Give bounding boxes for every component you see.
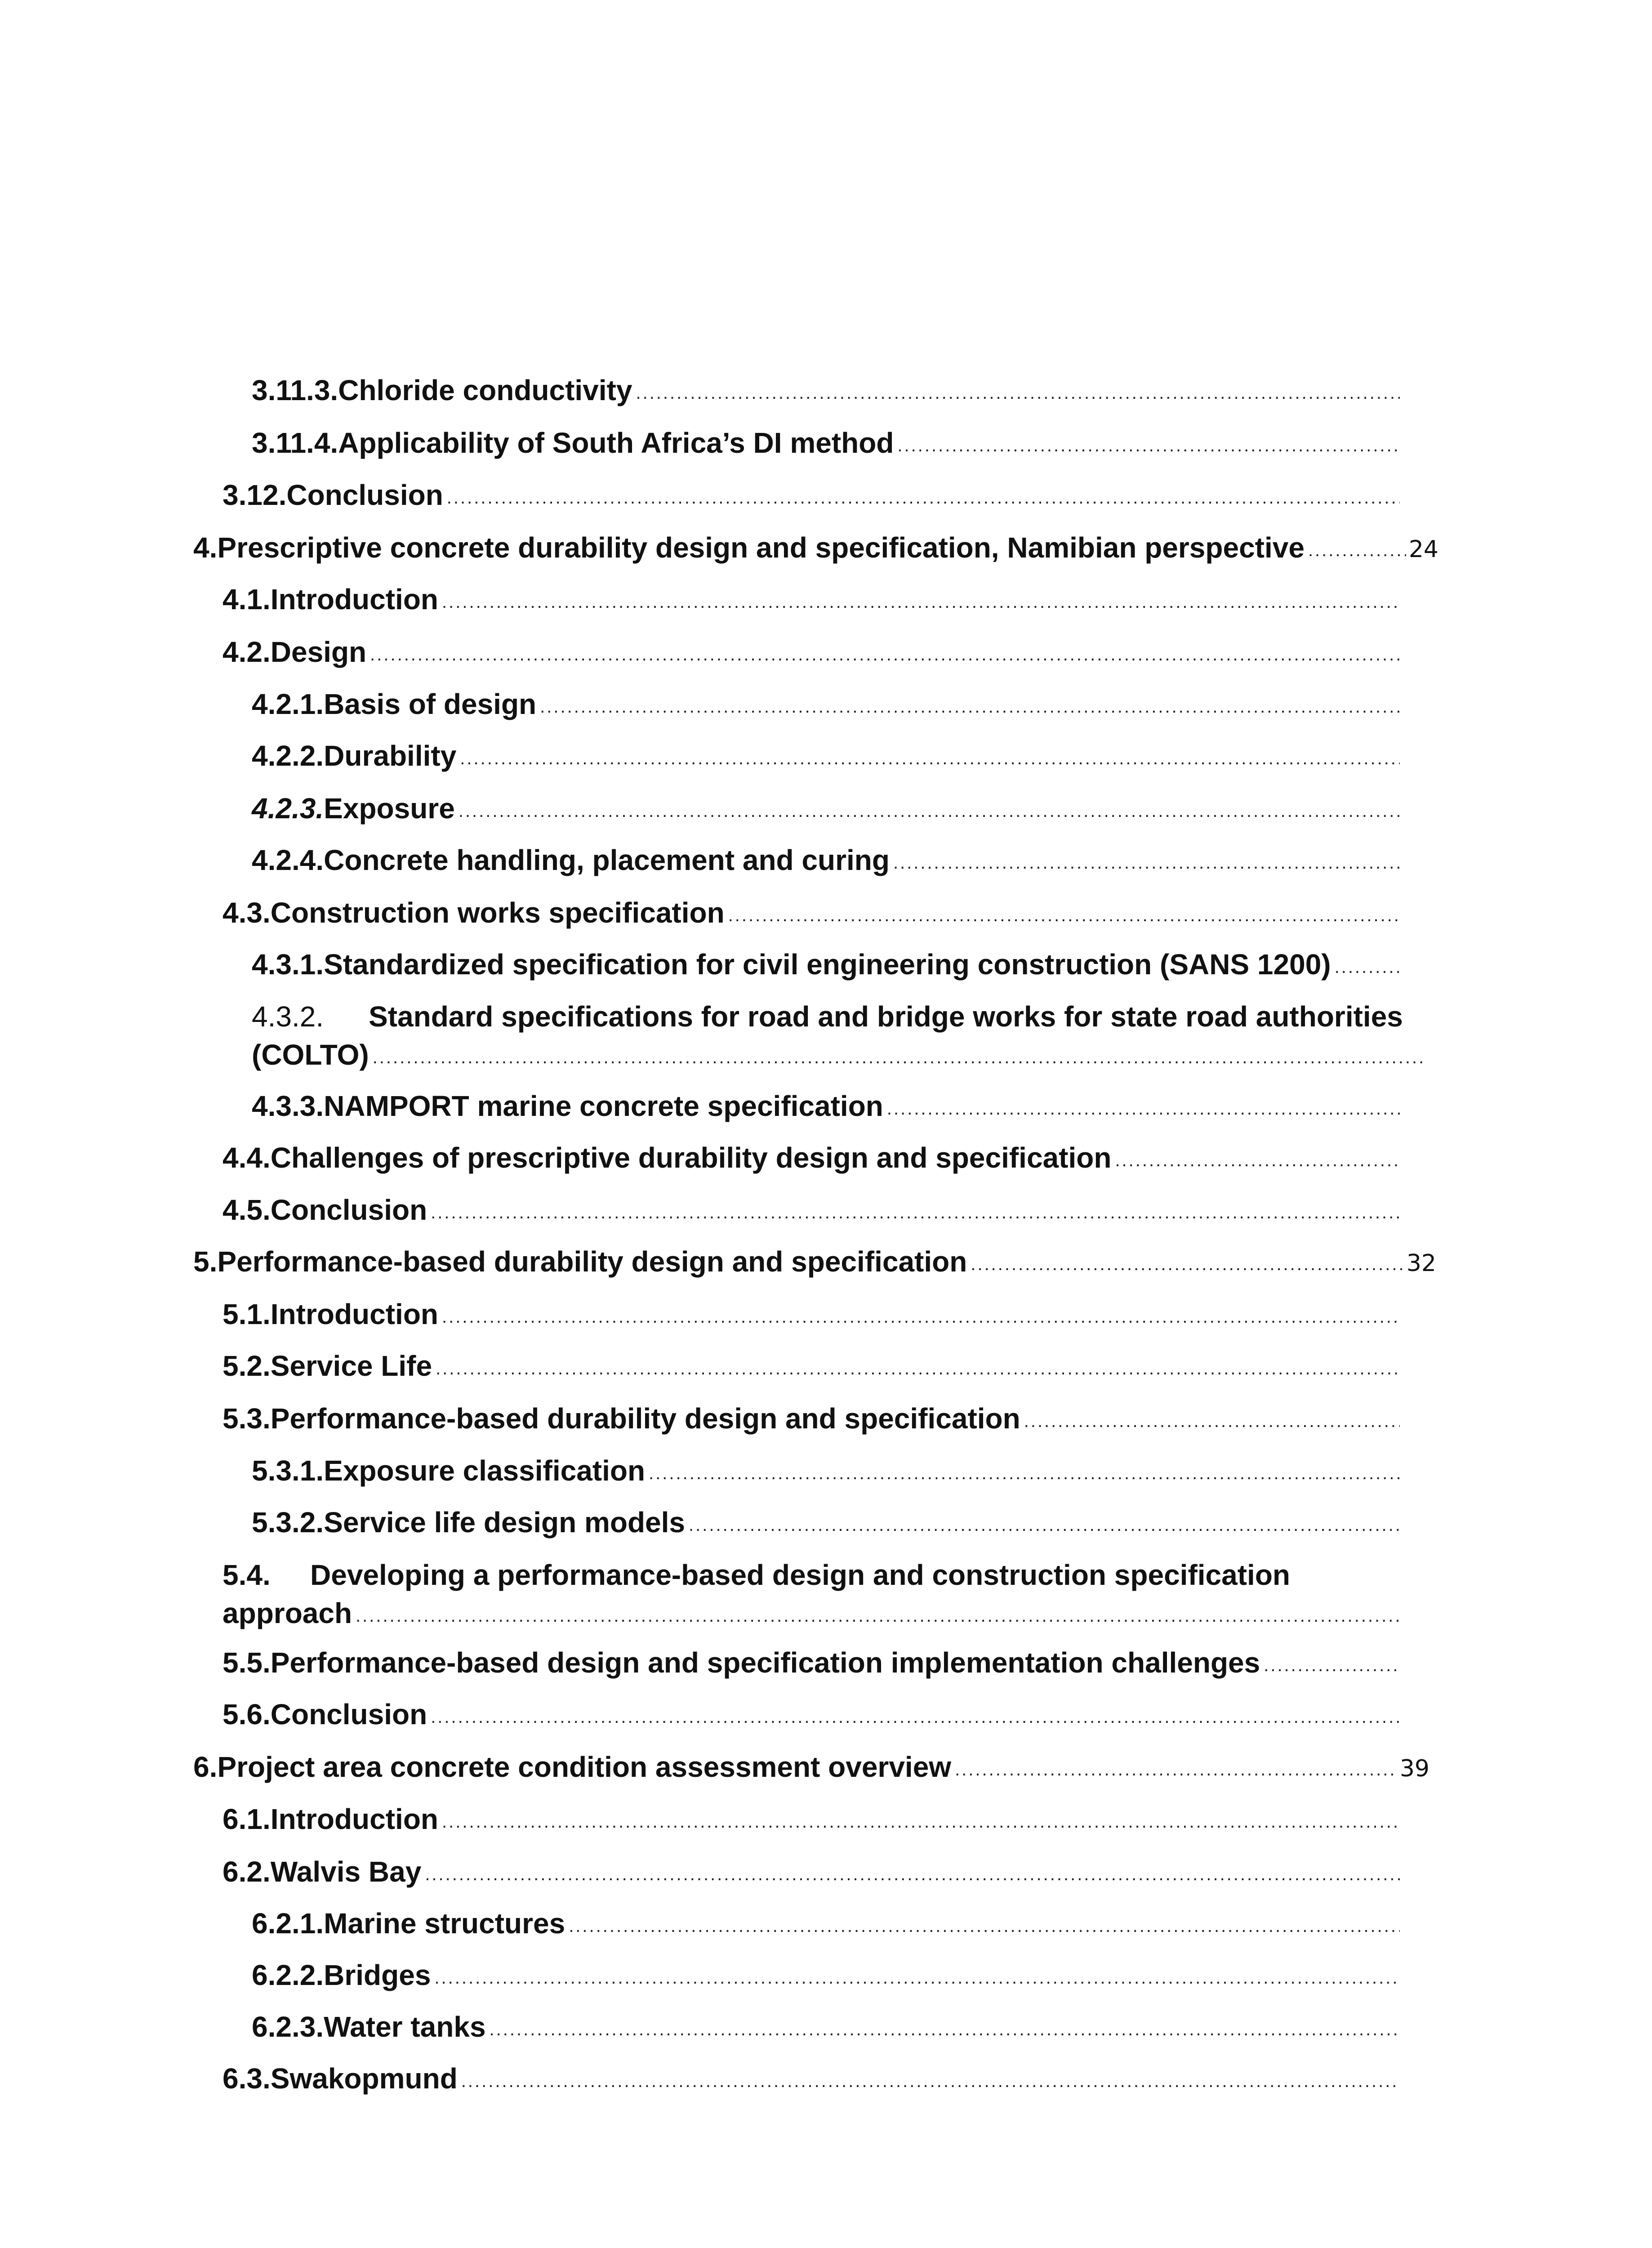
dot-leader xyxy=(490,2021,1400,2041)
dot-leader xyxy=(897,437,1400,457)
dot-leader xyxy=(370,646,1400,666)
toc-entry[interactable] xyxy=(193,517,1438,562)
toc-entry[interactable] xyxy=(223,569,1403,614)
toc-entry[interactable] xyxy=(252,674,1403,718)
toc-entry[interactable] xyxy=(223,1632,1403,1677)
toc-entry-title: NAMPORT marine concrete specification xyxy=(324,1090,883,1122)
toc-entry-number: 5.4. xyxy=(223,1559,271,1591)
dot-leader xyxy=(689,1516,1400,1537)
dot-leader xyxy=(461,2072,1400,2093)
toc-entry[interactable] xyxy=(223,882,1403,927)
dot-leader xyxy=(425,1865,1400,1886)
dot-leader xyxy=(442,1308,1400,1329)
dot-leader xyxy=(460,749,1400,770)
toc-entry-number: 4.4. xyxy=(223,1142,271,1174)
toc-entry-number: 6.2. xyxy=(223,1855,271,1888)
dot-leader xyxy=(431,1204,1400,1224)
toc-entry-number: 5. xyxy=(193,1245,218,1278)
dot-leader xyxy=(955,1761,1397,1781)
dot-leader xyxy=(431,1708,1400,1729)
dot-leader xyxy=(1115,1151,1400,1172)
toc-entry-number: 5.3. xyxy=(223,1402,271,1435)
toc-entry-title: Standardized specification for civil engineering construction (SANS 1200) xyxy=(324,948,1331,981)
toc-entry[interactable] xyxy=(252,1945,1403,1989)
toc-entry-title: Performance-based durability design and specification xyxy=(217,1245,967,1278)
toc-entry-number: 4.2.2. xyxy=(252,740,324,772)
toc-entry[interactable] xyxy=(223,1127,1403,1172)
toc-entry-title: Introduction xyxy=(270,1298,438,1330)
toc-entry-title: Basis of design xyxy=(324,688,537,720)
toc-entry[interactable] xyxy=(252,412,1403,457)
dot-leader xyxy=(442,593,1400,614)
toc-entry[interactable] xyxy=(223,2048,1403,2093)
toc-entry-title: Conclusion xyxy=(270,1194,427,1226)
toc-entry[interactable] xyxy=(193,1231,1436,1276)
dot-leader xyxy=(728,906,1400,927)
toc-entry[interactable] xyxy=(223,1335,1403,1380)
dot-leader xyxy=(1264,1656,1400,1677)
toc-entry-title: Service Life xyxy=(270,1350,432,1382)
dot-leader xyxy=(356,1607,1400,1628)
toc-entry[interactable] xyxy=(223,621,1403,666)
toc-entry-number: 4.1. xyxy=(223,583,271,616)
toc-entry-number: 5.3.2. xyxy=(252,1506,324,1539)
toc-entry-number: 3.11.3. xyxy=(252,374,338,406)
dot-leader xyxy=(447,489,1400,509)
toc-entry-title: Project area concrete condition assessment overview xyxy=(217,1751,952,1783)
toc-entry-number: 4.3.1. xyxy=(252,948,324,981)
toc-entry-title: Introduction xyxy=(270,1803,438,1835)
toc-entry-number: 4.5. xyxy=(223,1194,271,1226)
toc-entry-title: Performance-based durability design and specification xyxy=(270,1402,1020,1435)
toc-entry-number: 5.3.1. xyxy=(252,1454,324,1487)
toc-entry[interactable] xyxy=(252,934,1403,979)
toc-entry-title: Performance-based design and specification implementation challenges xyxy=(270,1646,1260,1679)
toc-entry-number: 6.1. xyxy=(223,1803,271,1835)
toc-entry[interactable] xyxy=(252,986,1425,1076)
toc-entry-title: Swakopmund xyxy=(270,2062,458,2095)
toc-entry-title: (COLTO) xyxy=(252,1039,369,1071)
toc-entry[interactable] xyxy=(223,1284,1403,1329)
dot-leader xyxy=(569,1917,1400,1938)
toc-entry-number: 6.2.3. xyxy=(252,2011,324,2043)
toc-entry-page-number: 39 xyxy=(1399,1755,1429,1782)
toc-entry-title: Exposure xyxy=(324,792,455,825)
toc-entry-page-number: 32 xyxy=(1406,1250,1436,1277)
dot-leader xyxy=(459,802,1400,823)
toc-entry-number: 4.3.3. xyxy=(252,1090,324,1122)
dot-leader xyxy=(636,384,1400,405)
toc-entry-number: 5.5. xyxy=(223,1646,271,1679)
toc-entry[interactable] xyxy=(252,1996,1403,2041)
toc-entry-title: Developing a performance-based design and construction specification xyxy=(310,1559,1290,1591)
toc-entry-number: 5.2. xyxy=(223,1350,271,1382)
toc-entry-number: 6.2.2. xyxy=(252,1959,324,1991)
toc-entry-title: Design xyxy=(270,636,367,668)
dot-leader xyxy=(1335,958,1400,979)
toc-entry[interactable] xyxy=(223,464,1403,509)
toc-entry[interactable] xyxy=(252,1492,1403,1537)
toc-entry-number: 4.2. xyxy=(223,636,271,668)
toc-entry[interactable] xyxy=(193,1736,1429,1781)
toc-entry-title: Chloride conductivity xyxy=(338,374,632,406)
toc-entry-number: 4.3. xyxy=(223,897,271,929)
toc-entry-number: 3.11.4. xyxy=(252,427,338,459)
toc-entry-title: Exposure classification xyxy=(324,1454,646,1487)
toc-entry-title: Conclusion xyxy=(286,479,443,511)
toc-entry-title: Service life design models xyxy=(324,1506,685,1539)
toc-entry[interactable] xyxy=(252,725,1403,770)
toc-entry-title: Introduction xyxy=(270,583,438,616)
toc-entry-number: 4.2.4. xyxy=(252,844,324,876)
toc-entry[interactable] xyxy=(252,1440,1403,1485)
toc-entry[interactable] xyxy=(252,1075,1403,1120)
dot-leader xyxy=(1308,541,1406,562)
toc-entry-title: Durability xyxy=(324,740,457,772)
toc-entry-page-number: 24 xyxy=(1408,536,1438,563)
toc-entry-title: Conclusion xyxy=(270,1698,427,1731)
toc-entry-number: 4.2.3. xyxy=(252,792,324,825)
dot-leader xyxy=(1024,1412,1400,1433)
toc-entry[interactable] xyxy=(252,778,1403,823)
toc-entry-title: approach xyxy=(223,1597,352,1629)
toc-entry-title: Prescriptive concrete durability design and specification, Namibian perspective xyxy=(217,531,1305,564)
toc-entry-title: Construction works specification xyxy=(270,897,725,929)
dot-leader xyxy=(649,1464,1400,1485)
toc-entry-number: 5.1. xyxy=(223,1298,271,1330)
toc-entry-title: Bridges xyxy=(324,1959,431,1991)
toc-entry-number: 4. xyxy=(193,531,218,564)
toc-entry-title: Water tanks xyxy=(324,2011,486,2043)
toc-entry-number: 4.2.1. xyxy=(252,688,324,720)
dot-leader xyxy=(434,1969,1400,1989)
toc-entry-title: Applicability of South Africa’s DI method xyxy=(338,427,894,459)
toc-entry[interactable] xyxy=(252,830,1403,874)
toc-entry[interactable] xyxy=(223,1544,1403,1634)
toc-entry[interactable] xyxy=(223,1789,1403,1833)
toc-entry[interactable] xyxy=(252,360,1403,405)
dot-leader xyxy=(442,1813,1400,1833)
toc-entry-number: 4.3.2. xyxy=(252,1000,324,1033)
toc-entry[interactable] xyxy=(223,1388,1403,1433)
dot-leader xyxy=(540,698,1400,718)
toc-entry-number: 5.6. xyxy=(223,1698,271,1731)
dot-leader xyxy=(373,1048,1422,1069)
toc-entry-number: 3.12. xyxy=(223,479,287,511)
toc-entry-title: Marine structures xyxy=(324,1907,566,1940)
dot-leader xyxy=(971,1255,1403,1276)
toc-entry[interactable] xyxy=(223,1179,1403,1224)
toc-entry-title: Standard specifications for road and bridge works for state road authorities xyxy=(369,1000,1403,1033)
dot-leader xyxy=(436,1360,1400,1380)
toc-entry[interactable] xyxy=(252,1893,1403,1938)
toc-entry-number: 6. xyxy=(193,1751,218,1783)
toc-entry[interactable] xyxy=(223,1684,1403,1729)
dot-leader xyxy=(887,1100,1400,1120)
toc-entry-title: Walvis Bay xyxy=(270,1855,422,1888)
toc-entry-title: Challenges of prescriptive durability design and specification xyxy=(270,1142,1112,1174)
toc-entry[interactable] xyxy=(223,1841,1403,1886)
toc-entry-number: 6.3. xyxy=(223,2062,271,2095)
toc-entry-number: 6.2.1. xyxy=(252,1907,324,1940)
toc-entry-title: Concrete handling, placement and curing xyxy=(324,844,890,876)
dot-leader xyxy=(893,854,1400,874)
